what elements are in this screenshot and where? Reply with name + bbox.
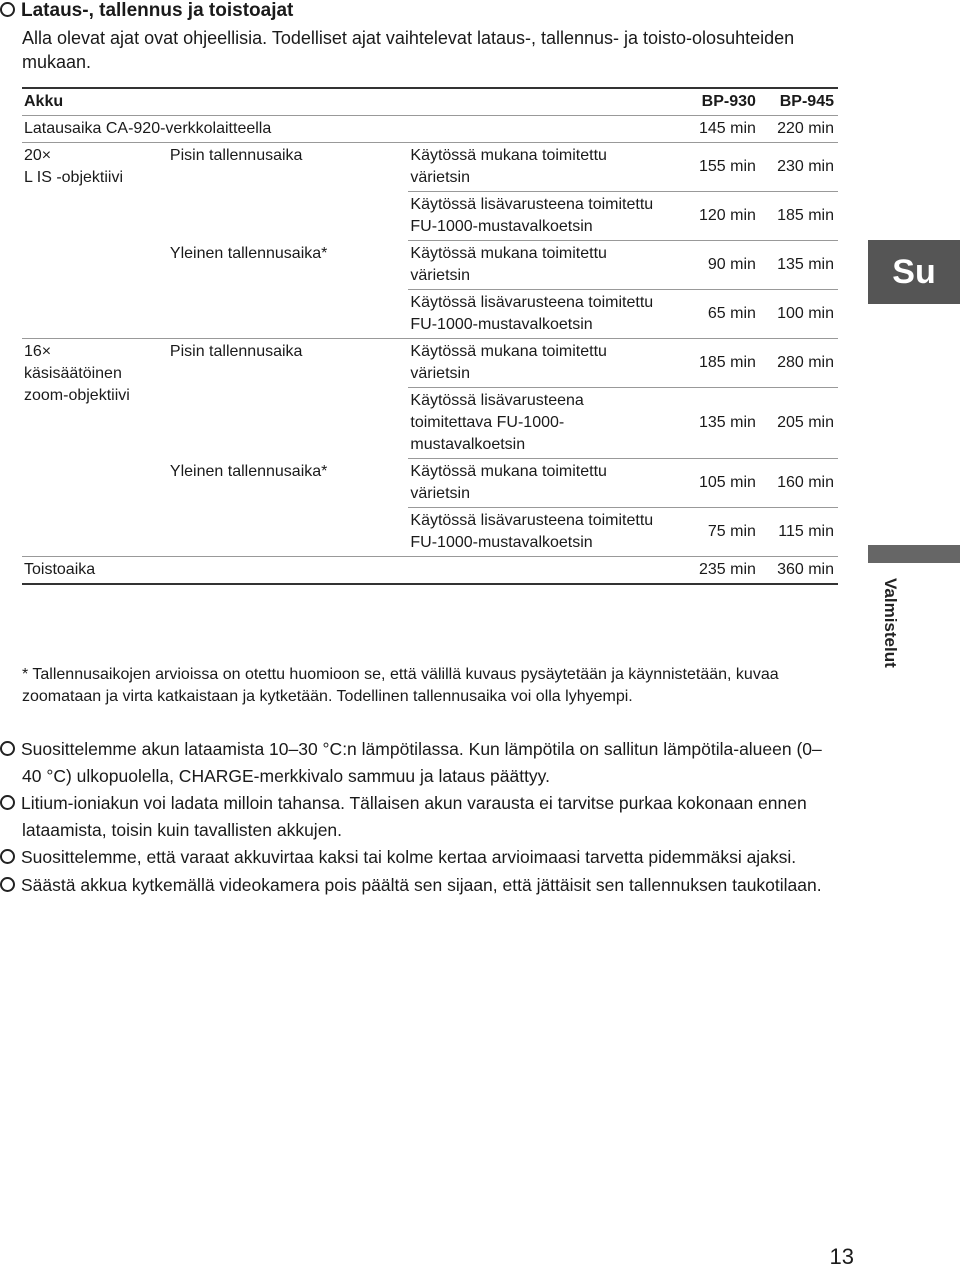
language-tab: Su [868,240,960,304]
intro-text: Alla olevat ajat ovat ohjeellisia. Todelliset ajat vaihtelevat lataus-, tallennus- ja toisto-olosuhteiden mukaan. [22,28,795,72]
viewfinder-label: Käytössä lisävarusteena toimitettava FU-1000-mustavalkoetsin [408,388,671,459]
charge-945: 220 min [762,116,838,143]
play-label: Toistoaika [22,557,671,585]
table-row [22,339,838,388]
cell-930: 155 min [671,143,761,192]
list-item [0,736,840,789]
col-bp930: BP-930 [671,88,761,116]
cell-945: 280 min [762,339,838,388]
play-930: 235 min [671,557,761,585]
lens2-name: käsisäätöinen [24,365,122,382]
note-text: Säästä akkua kytkemällä videokamera pois päältä sen sijaan, että jättäisit sen tallennuksen taukotilaan. [21,874,822,895]
battery-times-table [22,87,838,585]
section-tab-bar [868,545,960,563]
note-text: Suosittelemme akun lataamista 10–30 °C:n lämpötilassa. Kun lämpötila on sallitun lämpötila-alueen (0–40 °C) ulkopuolella, CHARGE-merkkivalo sammuu ja lataus päättyy. [21,739,822,786]
max-label: Pisin tallennusaika [169,343,303,360]
cell-945: 205 min [762,388,838,459]
footnote: * Tallennusaikojen arvioissa on otettu huomioon se, että välillä kuvaus pysäytetään ja käynnistetään, kuvaa zoomataan ja virta katkaistaan ja kytketään. Todellinen tallennusaika voi olla lyhyempi. [22,666,779,705]
table-header-row [22,88,838,116]
cell-930: 90 min [671,241,761,290]
viewfinder-label: Käytössä lisävarusteena toimitettu FU-1000-mustavalkoetsin [408,290,671,339]
col-bp945: BP-945 [762,88,838,116]
cell-945: 135 min [762,241,838,290]
table-row [22,116,838,143]
note-text: Suosittelemme, että varaat akkuvirtaa kaksi tai kolme kertaa arvioimaasi tarvetta pidemmäksi ajaksi. [21,847,797,867]
lens1-zoom: 20× [24,147,52,164]
page-number: 13 [829,1244,854,1269]
viewfinder-label: Käytössä lisävarusteena toimitettu FU-1000-mustavalkoetsin [408,508,671,557]
viewfinder-label: Käytössä lisävarusteena toimitettu FU-1000-mustavalkoetsin [408,192,671,241]
heading-text: Lataus-, tallennus ja toistoajat [21,0,294,21]
note-text: Litium-ioniakun voi ladata milloin tahansa. Tällaisen akun varausta ei tarvitse purkaa kokonaan ennen lataamista, toisin kuin tavallisten akkujen. [21,793,807,840]
circle-bullet-icon [0,2,15,17]
list-item [0,790,840,843]
lens2-zoom: 16× [24,343,52,360]
circle-bullet-icon [0,741,15,756]
list-item [0,844,840,871]
typ-label: Yleinen tallennusaika* [168,459,408,557]
lens1-cell [22,143,168,339]
section-heading [0,0,293,22]
cell-945: 230 min [762,143,838,192]
circle-bullet-icon [0,849,15,864]
cell-945: 100 min [762,290,838,339]
list-item [0,872,840,899]
charge-label: Latausaika CA-920-verkkolaitteella [22,116,671,143]
play-945: 360 min [762,557,838,585]
notes-list [0,736,840,899]
lens1-name: L IS -objektiivi [24,169,123,186]
circle-bullet-icon [0,795,15,810]
viewfinder-label: Käytössä mukana toimitettu värietsin [408,459,671,508]
cell-930: 135 min [671,388,761,459]
typ-label: Yleinen tallennusaika* [168,241,408,339]
lens2-type: zoom-objektiivi [24,387,130,404]
viewfinder-label: Käytössä mukana toimitettu värietsin [408,143,671,192]
cell-930: 105 min [671,459,761,508]
cell-930: 65 min [671,290,761,339]
cell-945: 115 min [762,508,838,557]
max-label: Pisin tallennusaika [169,147,303,164]
circle-bullet-icon [0,877,15,892]
lens2-cell [22,339,168,557]
cell-930: 185 min [671,339,761,388]
viewfinder-label: Käytössä mukana toimitettu värietsin [408,339,671,388]
table-row [22,557,838,585]
cell-945: 185 min [762,192,838,241]
charge-930: 145 min [671,116,761,143]
section-tab-label: Valmistelut [881,578,900,668]
table-row [22,143,838,192]
cell-945: 160 min [762,459,838,508]
cell-930: 120 min [671,192,761,241]
col-battery: Akku [22,88,671,116]
viewfinder-label: Käytössä mukana toimitettu värietsin [408,241,671,290]
cell-930: 75 min [671,508,761,557]
